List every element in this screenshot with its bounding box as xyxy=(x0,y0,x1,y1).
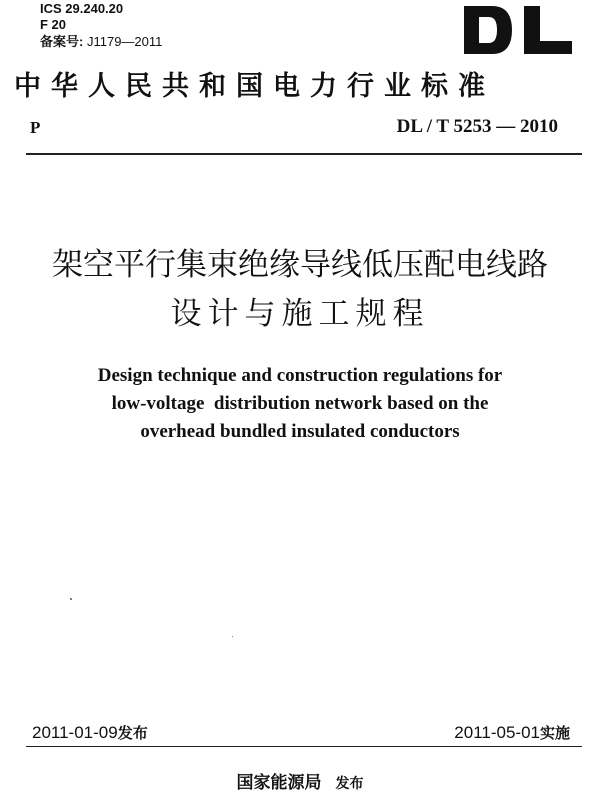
standard-grade: P xyxy=(30,118,41,137)
title-en-line-1: Design technique and construction regulations for xyxy=(97,365,503,386)
publisher xyxy=(0,768,600,793)
implement-date-value: 2011-05-01 xyxy=(454,723,540,742)
ccs-code: F 20 xyxy=(40,17,67,32)
implement-date-label: 实施 xyxy=(539,724,570,742)
issue-date-label: 发布 xyxy=(117,724,148,742)
title-zh-line-2: 设计与施工规程 xyxy=(170,296,430,332)
filing-value: J1179—2011 xyxy=(86,34,163,49)
implement-date xyxy=(454,722,570,743)
title-en-line-3: overhead bundled insulated conductors xyxy=(140,421,460,442)
issue-date xyxy=(32,722,148,743)
filing-number xyxy=(40,34,162,49)
publisher-name: 国家能源局 xyxy=(236,773,322,793)
filing-label: 备案号: xyxy=(40,34,84,49)
header-divider xyxy=(26,153,582,155)
dl-logo xyxy=(462,6,574,54)
title-en-line-2: low-voltage distribution network based on the xyxy=(111,393,489,414)
scan-speck xyxy=(232,636,233,637)
footer-divider xyxy=(26,746,582,747)
publisher-action: 发布 xyxy=(335,776,364,792)
title-zh-line-1: 架空平行集束绝缘导线低压配电线路 xyxy=(52,247,548,283)
issue-date-value: 2011-01-09 xyxy=(32,723,118,742)
standard-category-title: 中华人民共和国电力行业标准 xyxy=(14,71,495,102)
ics-code: ICS 29.240.20 xyxy=(40,1,124,16)
standard-number: DL / T 5253 — 2010 xyxy=(396,116,558,137)
scan-speck xyxy=(70,598,72,600)
